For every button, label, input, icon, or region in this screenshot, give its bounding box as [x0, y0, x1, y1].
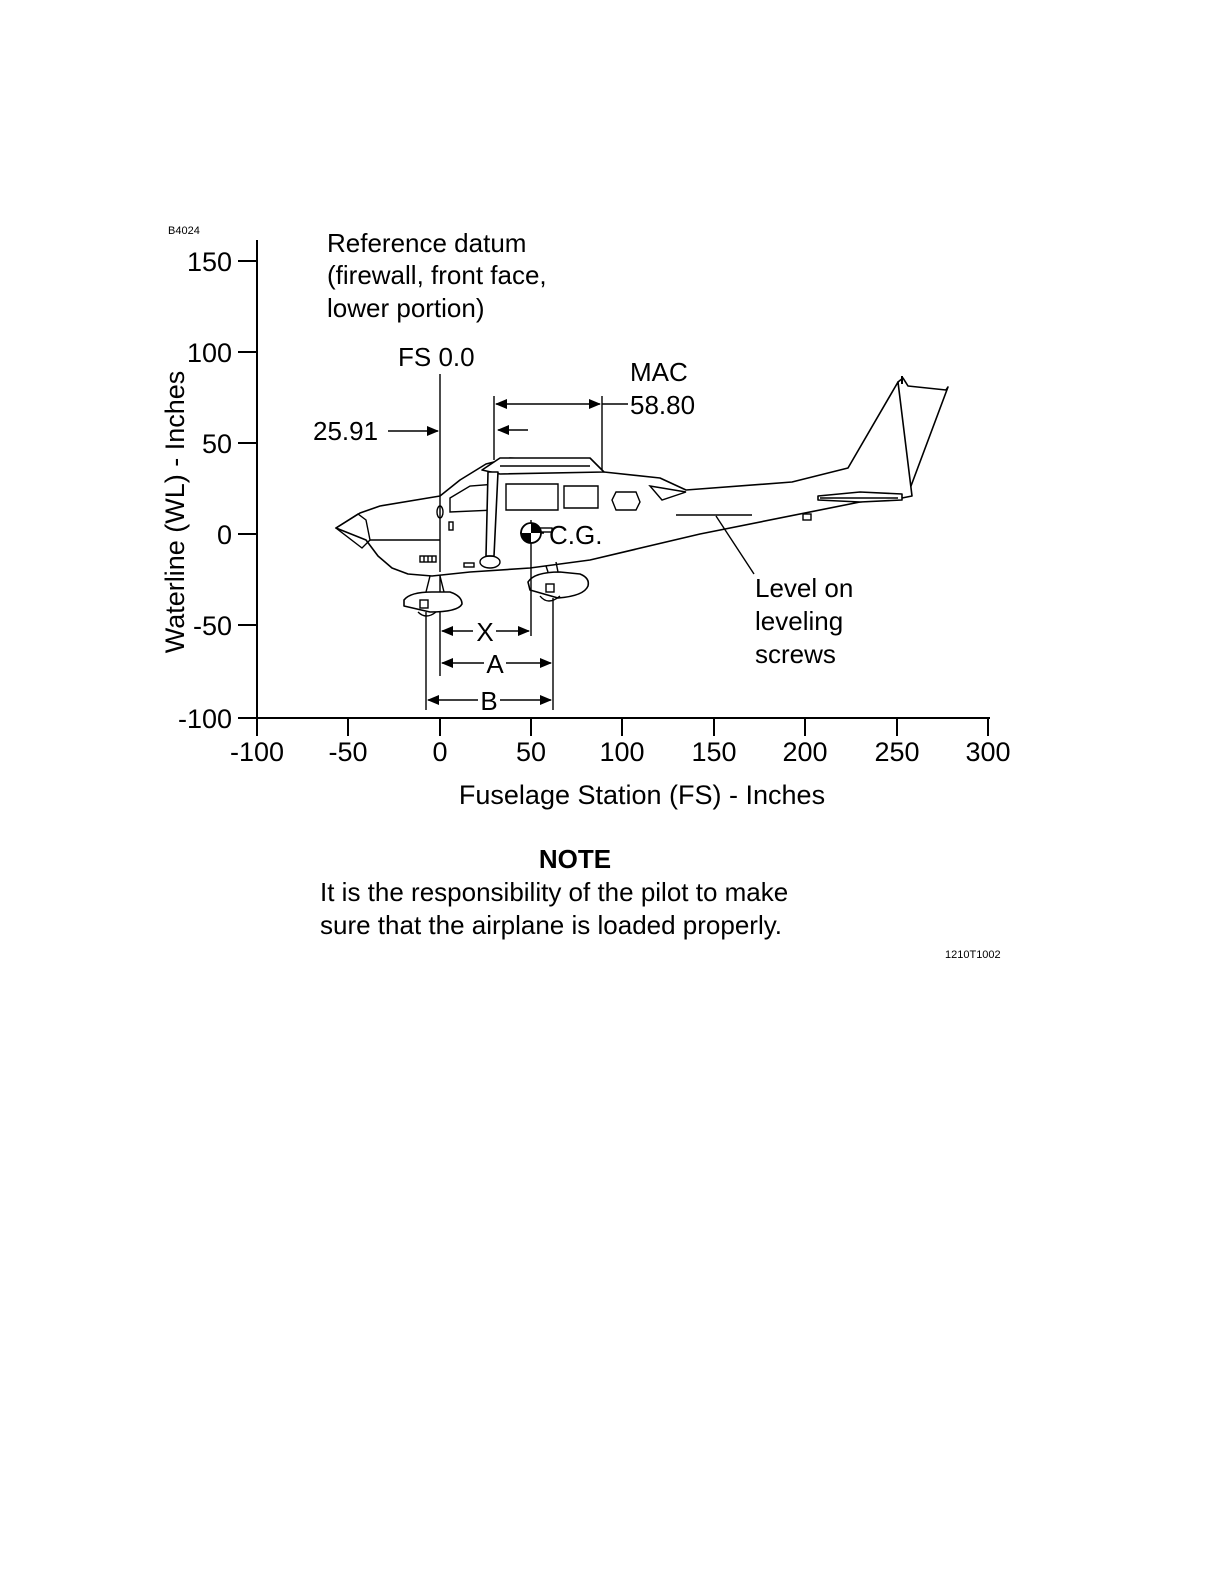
- x-tick-label: 300: [965, 737, 1011, 767]
- dimension-a: [442, 649, 551, 679]
- note-block: [320, 844, 788, 940]
- level-note-line: leveling: [755, 606, 844, 636]
- x-tick-label: 150: [691, 737, 737, 767]
- x-tick-label: 50: [515, 737, 547, 767]
- y-axis: [160, 240, 257, 734]
- dimension-b-label: B: [480, 686, 498, 716]
- y-tick-label: 0: [216, 520, 232, 550]
- fs-zero-label: FS 0.0: [398, 342, 475, 372]
- x-tick-label: -50: [328, 737, 368, 767]
- reference-datum-line: (firewall, front face,: [327, 260, 547, 290]
- note-line: It is the responsibility of the pilot to make: [320, 877, 789, 907]
- y-tick-label: -100: [177, 704, 232, 734]
- figure-code-bottom: 1210T1002: [945, 949, 1001, 961]
- x-tick-label: 250: [874, 737, 920, 767]
- x-tick-label: 0: [432, 737, 448, 767]
- x-tick-label: -100: [229, 737, 285, 767]
- dimension-a-label: A: [486, 649, 504, 679]
- level-note-line: screws: [755, 639, 836, 669]
- x-tick-label: 200: [782, 737, 828, 767]
- reference-datum-label: [327, 228, 547, 323]
- figure-code-top: B4024: [168, 225, 200, 237]
- level-note: [755, 573, 853, 669]
- y-tick-label: 100: [186, 338, 232, 368]
- x-axis: [230, 718, 1011, 810]
- dimension-b: [428, 686, 551, 716]
- reference-datum-line: Reference datum: [327, 228, 527, 258]
- mac-value: 58.80: [630, 390, 696, 420]
- y-tick-label: -50: [192, 611, 232, 641]
- y-axis-title: Waterline (WL) - Inches: [160, 370, 190, 654]
- x-tick-label: 100: [599, 737, 645, 767]
- x-axis-title: Fuselage Station (FS) - Inches: [458, 780, 826, 810]
- level-note-line: Level on: [755, 573, 854, 603]
- note-line: sure that the airplane is loaded properly.: [320, 910, 783, 940]
- dimension-x-label: X: [476, 617, 494, 647]
- offset-label: 25.91: [313, 416, 379, 446]
- mac-label: MAC: [630, 357, 688, 387]
- y-tick-label: 50: [201, 429, 232, 459]
- cg-label: C.G.: [549, 520, 603, 550]
- note-heading: NOTE: [538, 844, 612, 874]
- reference-datum-line: lower portion): [327, 293, 485, 323]
- y-tick-label: 150: [186, 247, 232, 277]
- dimension-x: [442, 617, 529, 647]
